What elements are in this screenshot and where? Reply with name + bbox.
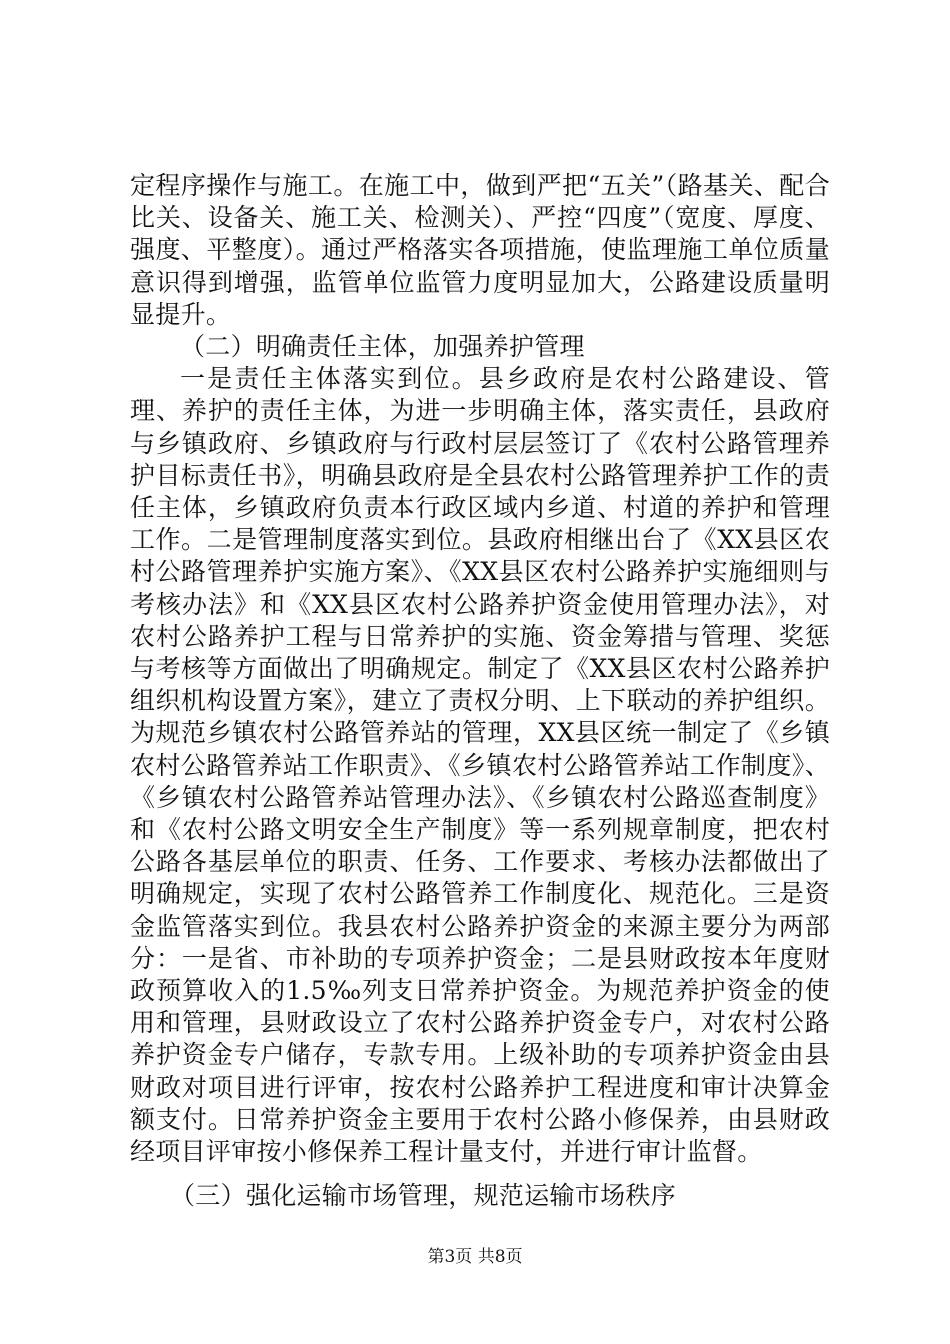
page-footer: 第3页 共8页 [427, 1247, 523, 1267]
section-heading-2: （二）明确责任主体，加强养护管理 [180, 332, 585, 362]
paragraph-responsibility: 一是责任主体落实到位。县乡政府是农村公路建设、管理、养护的责任主体，为进一步明确主体，落实责任，县政府与乡镇政府、乡镇政府与行政村层层签订了《农村公路管理养护目标责任书》，明确县政府是全县农村公路管理养护工作的责任主体，乡镇政府负责本行政区域内乡道、村道的养护和管理工作。二是管理制度落实到位。县政府相继出台了《XX县区农村公路管理养护实施方案》、《XX县区农村公路养护实施细则与考核办法》和《XX县区农村公路养护资金使用管理办法》，对农村公路养护工程与日常养护的实施、资金筹措与管理、奖惩与考核等方面做出了明确规定。制定了《XX县区农村公路养护组织机构设置方案》，建立了责权分明、上下联动的养护组织。为规范乡镇农村公路管养站的管理，XX县区统一制定了《乡镇农村公路管养站工作职责》、《乡镇农村公路管养站工作制度》、《乡镇农村公路管养站管理办法》、《乡镇农村公路巡查制度》和《农村公路文明安全生产制度》等一系列规章制度，把农村公路各基层单位的职责、任务、工作要求、考核办法都做出了明确规定，实现了农村公路管养工作制度化、规范化。三是资金监管落实到位。我县农村公路养护资金的来源主要分为两部分：一是省、市补助的专项养护资金；二是县财政按本年度财政预算收入的1.5‰列支日常养护资金。为规范养护资金的使用和管理，县财政设立了农村公路养护资金专户，对农村公路养护资金专户储存，专款专用。上级补助的专项养护资金由县财政对项目进行评审，按农村公路养护工程进度和审计决算金额支付。日常养护资金主要用于农村公路小修保养，由县财政经项目评审按小修保养工程计量支付，并进行审计监督。 [130, 364, 830, 1167]
document-body [130, 170, 830, 1168]
section-heading-3: （三）强化运输市场管理，规范运输市场秩序 [170, 1181, 677, 1210]
paragraph-continued: 定程序操作与施工。在施工中，做到严把“五关”（路基关、配合比关、设备关、施工关、检测关）、严控“四度”（宽度、厚度、强度、平整度）。通过严格落实各项措施，使监理施工单位质量意识得到增强，监管单位监管力度明显加大，公路建设质量明显提升。 [130, 171, 830, 329]
